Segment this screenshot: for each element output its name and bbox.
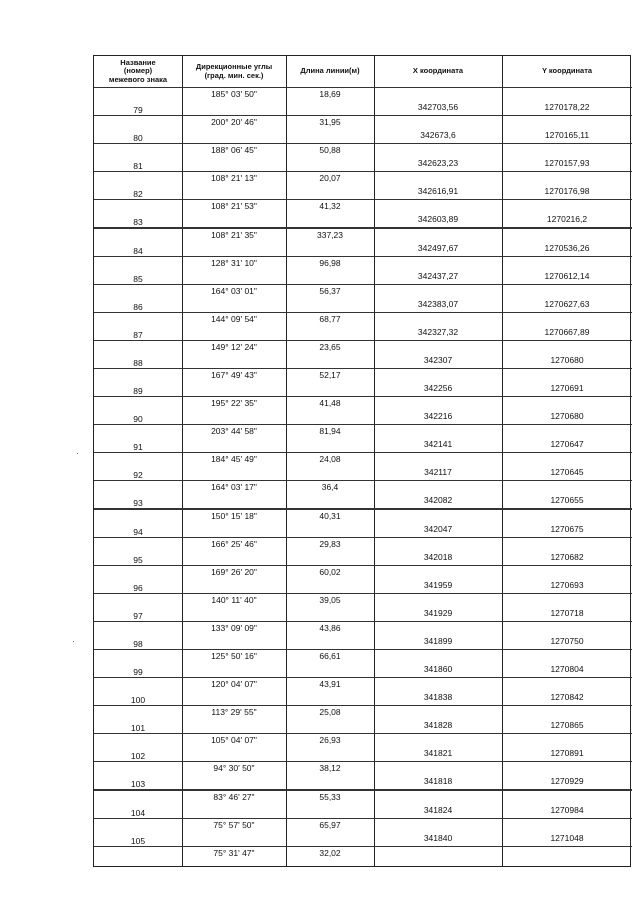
point-y: 1270682: [550, 551, 584, 562]
segment-angle: 133° 09' 09": [211, 622, 257, 633]
segment-angle: 128° 31' 10": [211, 257, 257, 268]
scan-speck: [77, 453, 78, 454]
point-x: 342018: [423, 551, 453, 562]
segment-length: 36,4: [321, 482, 339, 493]
point-name: 80: [133, 133, 143, 144]
point-x: 342703,56: [417, 102, 459, 112]
segment-angle: 140° 11' 40": [211, 594, 257, 605]
point-y: 1270680: [550, 411, 584, 422]
segment-length: 65,97: [319, 819, 341, 830]
segment-angle: 108° 21' 35": [211, 229, 257, 240]
segment-angle: 108° 21' 13": [211, 173, 257, 184]
point-x: 342383,07: [417, 298, 459, 309]
column-divider: [374, 56, 375, 866]
point-x: 342141: [423, 439, 453, 450]
point-name: 88: [133, 357, 143, 368]
point-name: 86: [133, 301, 143, 312]
point-y: 1271048: [550, 832, 584, 843]
row-divider: [94, 537, 632, 538]
row-divider: [94, 171, 632, 172]
boundary-table: [93, 55, 631, 867]
row-divider: [94, 115, 632, 116]
segment-angle: 164° 03' 17": [211, 482, 257, 493]
segment-length: 337,23: [317, 229, 343, 240]
segment-length: 43,86: [319, 622, 341, 633]
segment-length: 38,12: [319, 763, 341, 774]
segment-length: 43,91: [319, 679, 341, 690]
segment-length: 40,31: [319, 510, 341, 521]
point-name: 91: [133, 442, 143, 453]
point-y: 1270627,63: [544, 298, 590, 309]
point-name: 87: [133, 329, 143, 340]
point-name: 90: [133, 414, 143, 425]
point-y: 1270718: [550, 607, 584, 618]
segment-length: 25,08: [319, 707, 341, 718]
row-divider: [94, 705, 632, 706]
segment-angle: 164° 03' 01": [211, 285, 257, 296]
point-x: 342673,6: [420, 130, 456, 141]
point-x: 341959: [423, 579, 453, 590]
segment-angle: 144° 09' 54": [211, 313, 257, 324]
scan-speck: [73, 641, 74, 642]
point-name: 83: [133, 217, 143, 228]
segment-angle: 83° 46' 27": [213, 791, 255, 802]
row-divider: [94, 480, 632, 481]
point-x: 342256: [423, 383, 453, 393]
segment-angle: 149° 12' 24": [211, 341, 257, 352]
point-x: 342082: [423, 495, 453, 506]
point-y: 1270647: [550, 439, 584, 450]
point-y: 1270645: [550, 467, 584, 478]
point-y: 1270804: [550, 664, 584, 674]
segment-angle: 166° 25' 46": [211, 538, 257, 549]
header-name-line1: Название: [120, 57, 156, 67]
segment-angle: 195° 22' 35": [211, 398, 257, 409]
point-x: 342623,23: [417, 158, 459, 169]
row-divider: [94, 199, 632, 200]
row-divider: [94, 312, 632, 313]
header-length: Длина линии(м): [300, 66, 360, 76]
point-name: 79: [133, 105, 143, 115]
point-y: 1270984: [550, 804, 584, 815]
segment-length: 20,07: [319, 173, 341, 184]
segment-angle: 125° 50' 16": [211, 651, 257, 661]
segment-length: 31,95: [319, 117, 341, 128]
row-divider: [94, 284, 632, 285]
point-name: 96: [133, 582, 143, 593]
row-divider: [94, 677, 632, 678]
row-divider: [94, 368, 632, 369]
point-y: 1270842: [550, 692, 584, 703]
row-divider: [94, 340, 632, 341]
point-y: 1270178,22: [544, 102, 590, 112]
point-name: 89: [133, 386, 143, 396]
segment-angle: 169° 26' 20": [211, 566, 257, 577]
row-divider: [94, 818, 632, 819]
point-name: 92: [133, 470, 143, 481]
segment-length: 96,98: [319, 257, 341, 268]
point-x: 342497,67: [417, 242, 459, 253]
segment-length: 26,93: [319, 735, 341, 746]
row-divider: [94, 649, 632, 650]
point-y: 1270157,93: [544, 158, 590, 169]
point-y: 1270929: [550, 776, 584, 787]
segment-angle: 203° 44' 58": [211, 426, 257, 437]
header-name: [94, 56, 182, 87]
point-y: 1270655: [550, 495, 584, 506]
segment-length: 56,37: [319, 285, 341, 296]
segment-angle: 75° 31' 47": [213, 847, 255, 858]
segment-length: 41,32: [319, 201, 341, 212]
point-y: 1270612,14: [544, 270, 590, 281]
point-x: 342117: [424, 467, 452, 478]
segment-length: 55,33: [319, 791, 341, 802]
point-x: 342047: [423, 523, 453, 534]
segment-angle: 108° 21' 53": [211, 201, 257, 212]
point-y: 1270667,89: [544, 326, 590, 337]
segment-length: 24,08: [319, 454, 341, 465]
point-y: 1270176,98: [544, 186, 590, 197]
row-divider: [94, 228, 632, 229]
point-name: 93: [133, 498, 143, 509]
point-y: 1270691: [550, 383, 584, 393]
segment-length: 32,02: [319, 847, 341, 858]
point-name: 99: [133, 667, 143, 677]
segment-length: 39,05: [319, 594, 341, 605]
point-x: 342437,27: [417, 270, 459, 281]
row-divider: [94, 424, 632, 425]
row-divider: [94, 621, 632, 622]
segment-angle: 105° 04' 07": [211, 735, 257, 746]
row-divider: [94, 509, 632, 510]
segment-length: 81,94: [319, 426, 341, 437]
segment-length: 66,61: [319, 651, 341, 661]
point-y: 1270536,26: [544, 242, 590, 253]
segment-length: 18,69: [319, 89, 341, 99]
segment-angle: 94° 30' 50": [213, 763, 255, 774]
segment-length: 23,65: [319, 341, 341, 352]
point-name: 105: [130, 835, 146, 846]
segment-angle: 150° 15' 18": [211, 510, 257, 521]
point-y: 1270165,11: [544, 130, 590, 141]
point-x: 342307: [423, 354, 453, 365]
header-y: Y координата: [541, 66, 593, 76]
point-y: 1270750: [550, 635, 584, 646]
header-angle-line2: (град. мин. сек.): [204, 70, 264, 80]
point-y: 1270216,2: [546, 214, 588, 225]
row-divider: [94, 593, 632, 594]
point-name: 97: [133, 610, 143, 621]
point-x: 342216: [423, 411, 453, 422]
row-divider: [94, 565, 632, 566]
point-y: 1270865: [550, 720, 584, 731]
segment-length: 68,77: [319, 313, 341, 324]
point-x: 341838: [423, 692, 453, 703]
point-name: 82: [133, 189, 143, 200]
point-name: 84: [133, 245, 143, 256]
header-x: X координата: [412, 66, 464, 76]
segment-angle: 167° 49' 43": [211, 370, 257, 380]
point-x: 341840: [423, 832, 453, 843]
row-divider: [94, 761, 632, 762]
segment-length: 50,88: [319, 145, 341, 156]
segment-length: 41,48: [319, 398, 341, 409]
point-x: 341929: [423, 607, 453, 618]
row-divider: [94, 452, 632, 453]
point-y: 1270680: [550, 354, 584, 365]
header-angle: [182, 56, 286, 87]
segment-angle: 75° 57' 50": [213, 819, 255, 830]
point-x: 341828: [423, 720, 453, 731]
point-name: 100: [130, 695, 146, 706]
point-name: 85: [133, 273, 143, 284]
segment-length: 29,83: [319, 538, 341, 549]
segment-angle: 200° 20' 46": [211, 117, 257, 128]
point-x: 341899: [423, 635, 453, 646]
column-divider: [502, 56, 503, 866]
point-name: 102: [130, 751, 146, 762]
point-name: 103: [130, 779, 146, 790]
point-name: 101: [130, 723, 146, 734]
row-divider: [94, 256, 632, 257]
point-x: 342603,89: [417, 214, 459, 225]
point-x: 341821: [423, 748, 453, 759]
row-divider: [94, 396, 632, 397]
point-x: 341860: [423, 664, 453, 674]
segment-length: 60,02: [319, 566, 341, 577]
segment-angle: 188° 06' 45": [211, 145, 257, 156]
row-divider: [94, 846, 632, 847]
row-divider: [94, 733, 632, 734]
header-angle-line1: Дирекционные углы: [195, 62, 273, 71]
point-x: 342616,91: [417, 186, 459, 197]
segment-angle: 113° 29' 55": [211, 707, 257, 718]
point-y: 1270693: [550, 579, 584, 590]
header-name-line3: межевого знака: [108, 74, 168, 84]
point-x: 341824: [423, 804, 453, 815]
point-name: 104: [130, 807, 146, 818]
row-divider: [94, 87, 632, 88]
point-y: 1270891: [550, 748, 584, 759]
point-name: 81: [133, 161, 143, 172]
segment-angle: 184° 45' 49": [211, 454, 257, 465]
point-name: 95: [133, 554, 143, 565]
point-y: 1270675: [550, 523, 584, 534]
header-name-line2: (номер): [123, 66, 153, 76]
point-x: 342327,32: [417, 326, 459, 337]
row-divider: [94, 790, 632, 791]
segment-angle: 185° 03' 50": [211, 89, 257, 99]
row-divider: [94, 143, 632, 144]
point-x: 341818: [423, 776, 453, 787]
point-name: 98: [133, 638, 143, 649]
segment-length: 52,17: [319, 370, 341, 380]
segment-angle: 120° 04' 07": [211, 679, 257, 690]
point-name: 94: [133, 526, 143, 537]
